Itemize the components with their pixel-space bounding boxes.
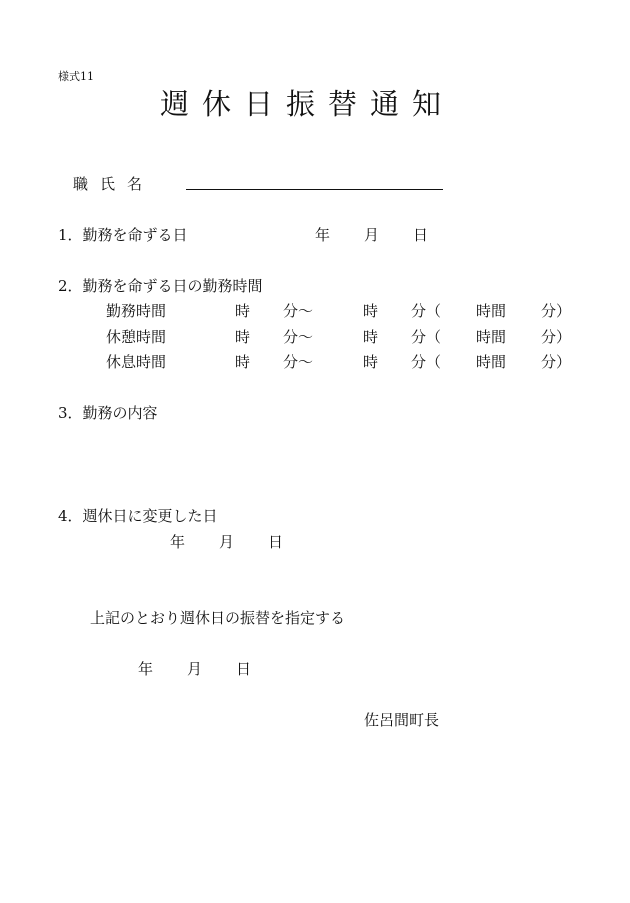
section-3-label: 3．勤務の内容 [58,404,158,422]
time-row-minute-end: 分（ [411,353,442,371]
issue-date-year: 年 [138,660,154,678]
time-row-hours: 時間 [476,328,507,346]
section-4-label: 4．週休日に変更した日 [58,507,218,525]
time-row-hour-end: 時 [363,328,379,346]
section-4-month: 月 [219,533,235,551]
time-row-hour-end: 時 [363,302,379,320]
form-number: 様式11 [58,70,94,83]
name-entry-line [186,189,443,190]
time-row-hour-start: 時 [235,328,251,346]
time-row-minute-end: 分（ [411,302,442,320]
time-row-hour-start: 時 [235,353,251,371]
time-row-hours: 時間 [476,302,507,320]
issue-date-day: 日 [236,660,252,678]
time-row-hour-end: 時 [363,353,379,371]
section-1-label: 1．勤務を命ずる日 [58,226,188,244]
section-1-day: 日 [413,226,429,244]
section-2-label: 2．勤務を命ずる日の勤務時間 [58,277,263,295]
time-row-minute-start: 分〜 [283,302,314,320]
issuer-name: 佐呂間町長 [364,711,440,729]
name-label: 職氏名 [73,175,155,193]
time-row-minute-end: 分（ [411,328,442,346]
issue-date-month: 月 [187,660,203,678]
time-row-minutes: 分） [541,353,572,371]
time-row-minute-start: 分〜 [283,328,314,346]
document-title: 週休日振替通知 [160,87,455,121]
statement-text: 上記のとおり週休日の振替を指定する [90,609,346,627]
section-1-year: 年 [315,226,331,244]
section-4-day: 日 [268,533,284,551]
time-row-hour-start: 時 [235,302,251,320]
time-row-minute-start: 分〜 [283,353,314,371]
time-row-label: 休息時間 [106,353,167,371]
section-1-month: 月 [364,226,380,244]
time-row-label: 勤務時間 [106,302,167,320]
time-row-label: 休憩時間 [106,328,167,346]
time-row-hours: 時間 [476,353,507,371]
time-row-minutes: 分） [541,302,572,320]
section-4-year: 年 [170,533,186,551]
time-row-minutes: 分） [541,328,572,346]
